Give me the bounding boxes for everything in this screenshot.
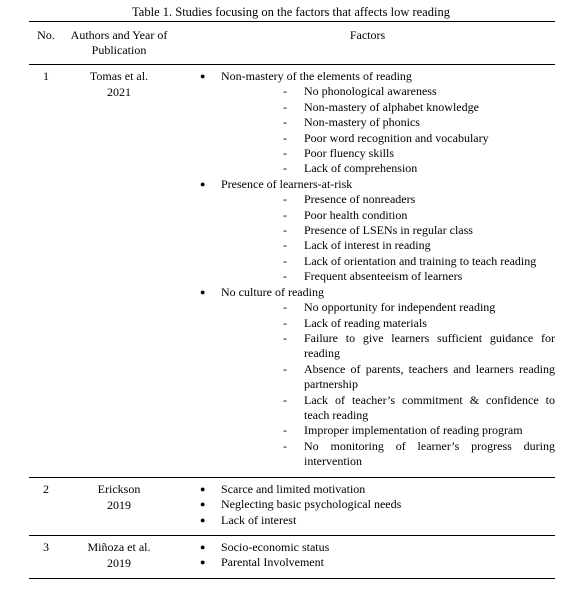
sub-factor-item: - Presence of LSENs in regular class bbox=[221, 223, 555, 238]
header-authors: Authors and Year of Publication bbox=[70, 28, 168, 58]
sub-factor-item: - Absence of parents, teachers and learners reading partnership bbox=[221, 362, 555, 393]
sub-factor-item: - Lack of orientation and training to teach reading bbox=[221, 254, 555, 269]
factor-item bbox=[180, 285, 555, 470]
factor-item bbox=[180, 69, 555, 177]
row-3-factors bbox=[180, 540, 555, 571]
sub-factor-item: - Poor health condition bbox=[221, 208, 555, 223]
row-1-author: Tomas et al. bbox=[89, 69, 149, 83]
sub-factor-item: - No monitoring of learner’s progress during intervention bbox=[221, 439, 555, 470]
sub-factor-item: - No opportunity for independent reading bbox=[221, 300, 555, 315]
sub-factor-item: - Improper implementation of reading program bbox=[221, 423, 555, 438]
factor-text: No culture of reading bbox=[221, 284, 324, 299]
row-1-bottom-rule bbox=[29, 477, 555, 478]
table-bottom-rule bbox=[29, 578, 555, 579]
table-top-rule bbox=[29, 21, 555, 22]
row-2-factors bbox=[180, 482, 555, 528]
sub-factor-item: - Lack of teacher’s commitment & confidence to teach reading bbox=[221, 393, 555, 424]
sub-factor-item: - Lack of reading materials bbox=[221, 316, 555, 331]
sub-factor-item: - Poor word recognition and vocabulary bbox=[221, 131, 555, 146]
factor-item: ● Lack of interest bbox=[180, 513, 555, 528]
factor-item: ● Neglecting basic psychological needs bbox=[180, 497, 555, 512]
sub-factor-item: - Lack of comprehension bbox=[221, 161, 555, 176]
sub-factor-item: - Non-mastery of phonics bbox=[221, 115, 555, 130]
sub-factor-item: - No phonological awareness bbox=[221, 84, 555, 99]
header-bottom-rule bbox=[29, 64, 555, 65]
row-2-author: Erickson bbox=[97, 482, 141, 496]
table-caption: Table 1. Studies focusing on the factors that affects low reading bbox=[132, 5, 450, 19]
sub-factor-item: - Non-mastery of alphabet knowledge bbox=[221, 100, 555, 115]
header-no: No. bbox=[37, 28, 55, 42]
row-3-year: 2019 bbox=[107, 556, 131, 570]
sub-factor-item: - Lack of interest in reading bbox=[221, 238, 555, 253]
factor-item: ● Socio-economic status bbox=[180, 540, 555, 555]
row-2-bottom-rule bbox=[29, 535, 555, 536]
factor-item bbox=[180, 177, 555, 285]
sub-factor-item: - Frequent absenteeism of learners bbox=[221, 269, 555, 284]
sub-factor-item: - Failure to give learners sufficient guidance for reading bbox=[221, 331, 555, 362]
factor-text: Non-mastery of the elements of reading bbox=[221, 69, 412, 83]
row-3-author: Miñoza et al. bbox=[87, 540, 151, 554]
row-2-no: 2 bbox=[43, 482, 49, 496]
factor-item: ● Parental Involvement bbox=[180, 555, 555, 570]
header-factors: Factors bbox=[349, 28, 386, 42]
sub-factor-item: - Poor fluency skills bbox=[221, 146, 555, 161]
row-1-no: 1 bbox=[43, 69, 49, 83]
row-1-factors bbox=[180, 69, 555, 470]
row-2-year: 2019 bbox=[107, 498, 131, 512]
row-1-year: 2021 bbox=[107, 85, 131, 99]
row-3-no: 3 bbox=[43, 540, 49, 554]
factor-text: Presence of learners-at-risk bbox=[221, 176, 353, 191]
sub-factor-item: - Presence of nonreaders bbox=[221, 192, 555, 207]
factor-item: ● Scarce and limited motivation bbox=[180, 482, 555, 497]
